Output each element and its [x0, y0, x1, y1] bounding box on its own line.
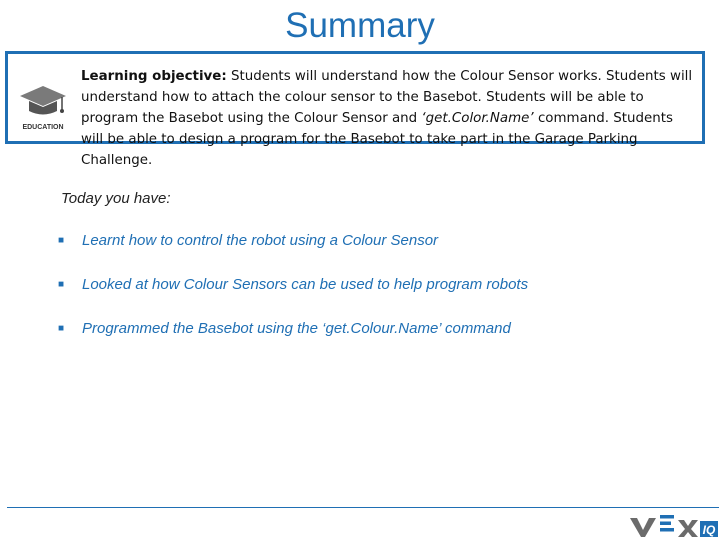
list-item-text: Programmed the Basebot using the ‘get.Colour.Name’ command [82, 320, 511, 337]
vex-iq-badge-label: IQ [702, 523, 716, 537]
learning-objective-label: Learning objective: [81, 69, 227, 84]
learning-objective-command: ‘get.Color.Name’ [421, 111, 534, 126]
learning-objective-body: Students will understand how the Colour Sensor works. Students will understand how to attach the colour sensor to the Basebot. Students will be able to program the Basebot using the Colour Sensor and [81, 69, 693, 126]
vex-iq-logo [626, 509, 718, 539]
summary-list [58, 232, 528, 364]
learning-objective-text [81, 66, 693, 171]
graduation-cap-icon [16, 76, 70, 130]
list-item-text: Looked at how Colour Sensors can be used to help program robots [82, 276, 529, 293]
list-item [58, 320, 528, 364]
page-title: Summary [285, 6, 435, 45]
footer-divider [7, 507, 719, 508]
square-bullet-icon: ■ [58, 279, 65, 290]
learning-objective-body-end: command. Students will be able to design a program for the Basebot to take part in the Garage Parking Challenge. [81, 111, 673, 168]
square-bullet-icon: ■ [58, 235, 65, 246]
learning-objective-box [5, 51, 705, 168]
today-heading: Today you have: [61, 190, 171, 207]
list-item-text: Learnt how to control the robot using a Colour Sensor [82, 232, 439, 249]
education-logo-label: EDUCATION [22, 124, 64, 130]
list-item [58, 232, 528, 276]
square-bullet-icon: ■ [58, 323, 65, 334]
list-item [58, 276, 528, 320]
